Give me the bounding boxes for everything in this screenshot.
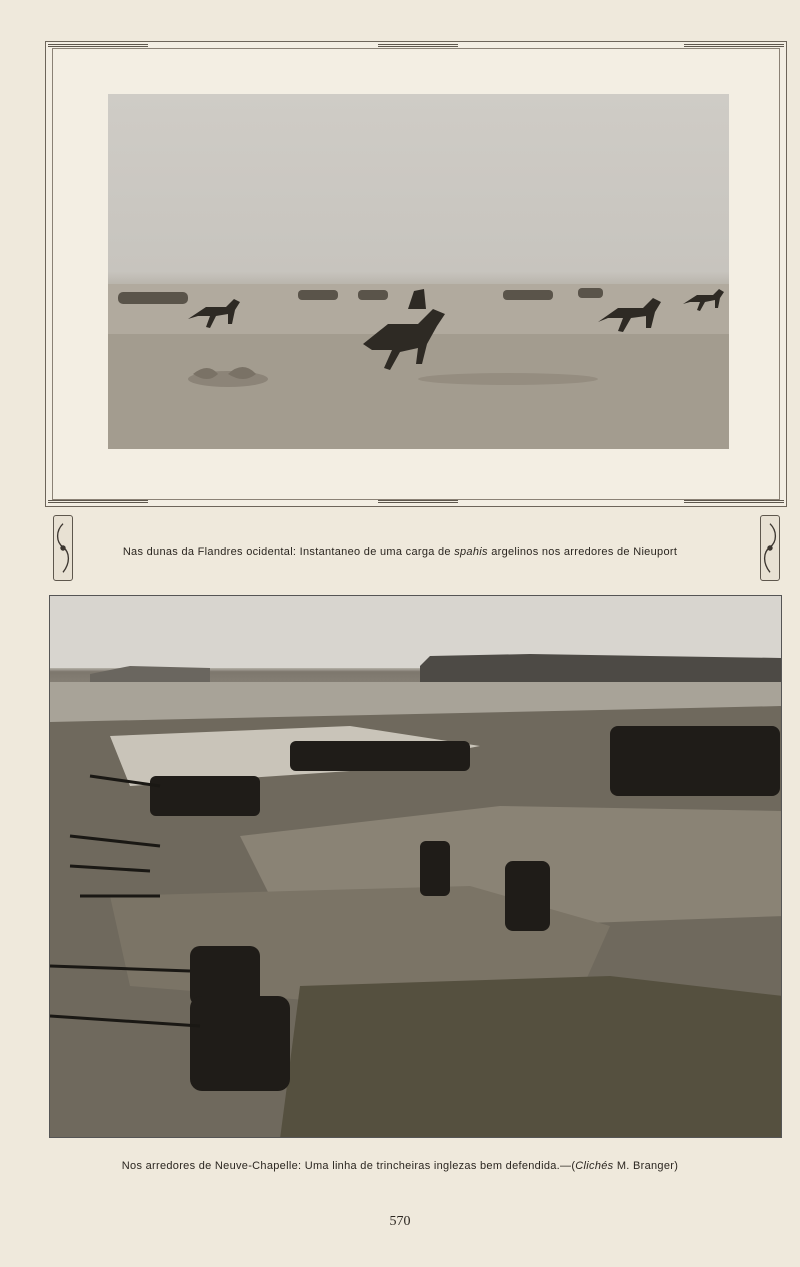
bottom-photo-caption [0,1160,800,1172]
bottom-caption-italic: Clichés [575,1160,614,1172]
trench-line-photo [49,595,782,1138]
bottom-caption-credit: M. Branger) [613,1160,679,1172]
frame-ornament-bottom-center [378,500,458,513]
top-caption-text-end: argelinos nos arredores de Nieuport [491,546,678,558]
frame-ornament-bottom-right [684,500,784,513]
frame-ornament-top-right [684,44,784,57]
top-photo-caption [60,546,740,558]
frame-ornament-bottom-left [48,500,148,513]
caption-ornament-right-icon [760,515,780,581]
top-caption-text: Nas dunas da Flandres ocidental: Instantaneo de uma carga de [122,546,451,558]
bottom-caption-text: Nos arredores de Neuve-Chapelle: Uma linha de trincheiras inglezas bem defendida.—( [121,1160,576,1172]
frame-ornament-top-left [48,44,148,57]
top-caption-italic: spahis [454,546,488,558]
frame-ornament-top-center [378,44,458,57]
cavalry-charge-photo [108,94,729,449]
page-number: 570 [389,1214,411,1229]
